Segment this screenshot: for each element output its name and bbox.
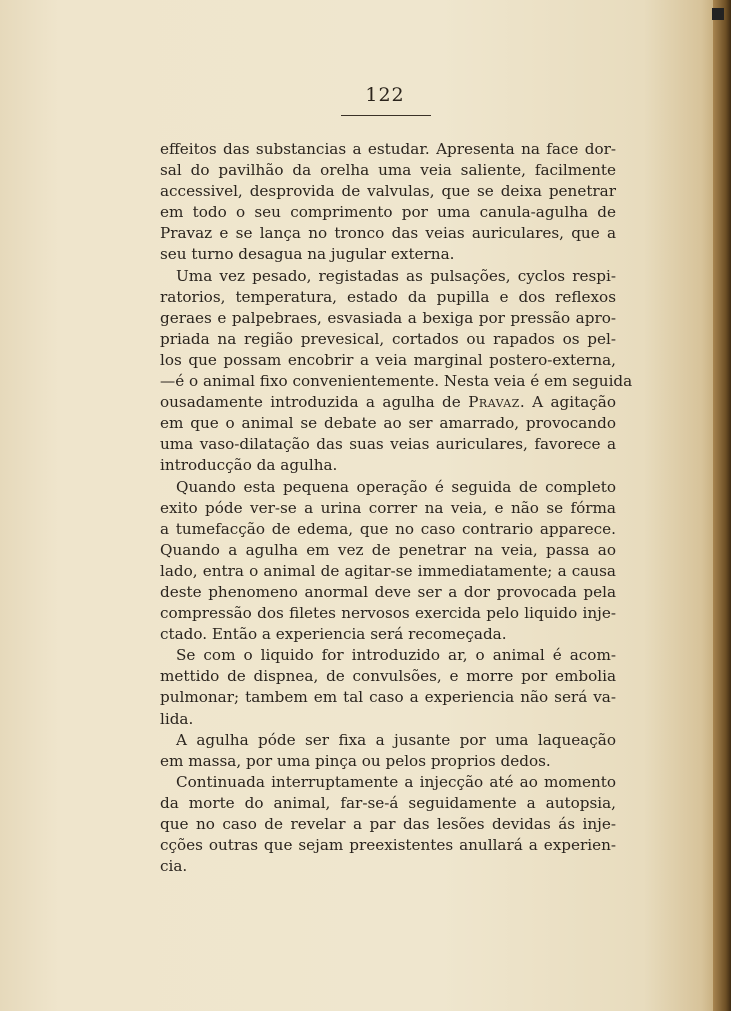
- text-line: ctado. Então a experiencia será recomeçada.: [160, 625, 507, 644]
- text-line: cções outras que sejam preexistentes anullará a experien-: [160, 836, 616, 855]
- text-segment: . A agitação: [519, 393, 616, 412]
- author-name-smallcaps: Pravaz: [468, 393, 520, 412]
- body-text: [160, 139, 633, 877]
- text-line: A agulha póde ser fixa a jusante por uma laqueação: [176, 730, 616, 749]
- text-line: Quando a agulha em vez de penetrar na veia, passa ao: [160, 540, 616, 559]
- text-line: sal do pavilhão da orelha uma veia saliente, facilmente: [160, 161, 616, 180]
- text-line: accessivel, desprovida de valvulas, que se deixa penetrar: [160, 182, 616, 201]
- text-line: em todo o seu comprimento por uma canula-agulha de: [160, 203, 616, 222]
- text-line: —é o animal fixo convenientemente. Nesta veia é em seguida: [160, 372, 633, 391]
- text-line: lida.: [160, 709, 194, 728]
- text-line: em massa, por uma pinça ou pelos proprios dedos.: [160, 751, 551, 770]
- text-line: uma vaso-dilatação das suas veias auriculares, favorece a: [160, 435, 616, 454]
- text-line: lado, entra o animal de agitar-se immediatamente; a causa: [160, 561, 616, 580]
- text-line: effeitos das substancias a estudar. Apresenta na face dor-: [160, 140, 616, 158]
- text-line: mettido de dispnea, de convulsões, e morre por embolia: [160, 667, 616, 686]
- text-line: Continuada interruptamente a injecção até ao momento: [176, 772, 616, 791]
- text-line: Quando esta pequena operação é seguida de completo: [176, 477, 616, 496]
- text-segment: ousadamente introduzida a agulha de: [160, 393, 469, 412]
- text-line: cia.: [160, 857, 188, 876]
- text-line: [160, 392, 616, 413]
- text-line: deste phenomeno anormal deve ser a dor provocada pela: [160, 582, 616, 601]
- text-line: Se com o liquido for introduzido ar, o animal é acom-: [176, 646, 616, 665]
- text-line: introducção da agulha.: [160, 456, 338, 475]
- text-line: Uma vez pesado, registadas as pulsações, cyclos respi-: [176, 266, 616, 285]
- text-line: que no caso de revelar a par das lesões devidas ás inje-: [160, 815, 616, 833]
- scan-corner-mark: [712, 8, 724, 20]
- text-line: da morte do animal, far-se-á seguidamente a autopsia,: [160, 793, 616, 812]
- text-line: los que possam encobrir a veia marginal postero-externa,: [160, 350, 616, 369]
- text-line: compressão dos filetes nervosos exercida pelo liquido inje-: [160, 604, 616, 623]
- text-line: ratorios, temperatura, estado da pupilla e dos reflexos: [160, 287, 616, 306]
- page-number: 122: [365, 84, 405, 106]
- text-line: priada na região prevesical, cortados ou rapados os pel-: [160, 329, 616, 348]
- text-line: pulmonar; tambem em tal caso a experiencia não será va-: [160, 688, 616, 707]
- text-line: exito póde ver-se a urina correr na veia, e não se fórma: [160, 498, 616, 517]
- text-line: seu turno desagua na jugular externa.: [160, 245, 455, 264]
- text-line: Pravaz e se lança no tronco das veias auriculares, que a: [160, 224, 616, 243]
- book-spine-edge: [713, 0, 731, 1011]
- page-number-rule: [341, 115, 431, 116]
- text-line: a tumefacção de edema, que no caso contrario apparece.: [160, 519, 616, 538]
- text-line: geraes e palpebraes, esvasiada a bexiga por pressão apro-: [160, 308, 616, 327]
- text-line: em que o animal se debate ao ser amarrado, provocando: [160, 414, 616, 433]
